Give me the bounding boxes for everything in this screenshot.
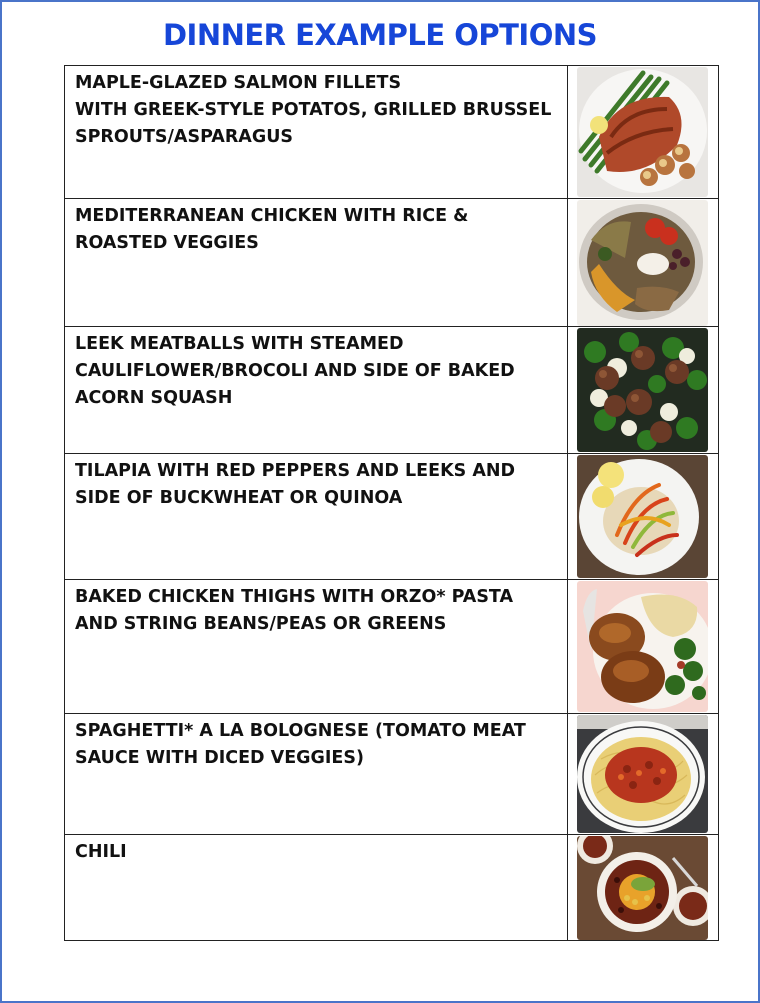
dish-photo-cell <box>568 580 719 714</box>
dish-name: BAKED CHICKEN THIGHS WITH ORZO* PASTA AND STRING BEANS/PEAS OR GREENS <box>65 580 568 714</box>
dish-name: SPAGHETTI* A LA BOLOGNESE (TOMATO MEAT SAUCE WITH DICED VEGGIES) <box>65 714 568 835</box>
dish-photo-cell <box>568 835 719 941</box>
page-title: DINNER EXAMPLE OPTIONS <box>162 18 598 52</box>
table-row <box>65 835 719 941</box>
salmon-photo <box>577 67 708 197</box>
table-row <box>65 327 719 454</box>
dish-photo-cell <box>568 199 719 327</box>
table-row <box>65 66 719 199</box>
tilapia-photo <box>577 455 708 578</box>
dinner-options-table <box>64 65 719 941</box>
spaghetti-photo <box>577 715 708 833</box>
meatballs-photo <box>577 328 708 452</box>
chili-photo <box>577 836 708 940</box>
dish-photo-cell <box>568 327 719 454</box>
dish-photo-cell <box>568 454 719 580</box>
chicken-bowl-photo <box>577 200 708 326</box>
dish-photo-cell <box>568 714 719 835</box>
dish-name: MEDITERRANEAN CHICKEN WITH RICE & ROASTED VEGGIES <box>65 199 568 327</box>
dish-name: MAPLE-GLAZED SALMON FILLETS WITH GREEK-STYLE POTATOS, GRILLED BRUSSEL SPROUTS/ASPARAGUS <box>65 66 568 199</box>
table-row <box>65 454 719 580</box>
chicken-thighs-photo <box>577 581 708 712</box>
dish-photo-cell <box>568 66 719 199</box>
dish-name: TILAPIA WITH RED PEPPERS AND LEEKS AND SIDE OF BUCKWHEAT OR QUINOA <box>65 454 568 580</box>
table-row <box>65 199 719 327</box>
dish-name: CHILI <box>65 835 568 941</box>
table-row <box>65 714 719 835</box>
dish-name: LEEK MEATBALLS WITH STEAMED CAULIFLOWER/BROCOLI AND SIDE OF BAKED ACORN SQUASH <box>65 327 568 454</box>
table-row <box>65 580 719 714</box>
